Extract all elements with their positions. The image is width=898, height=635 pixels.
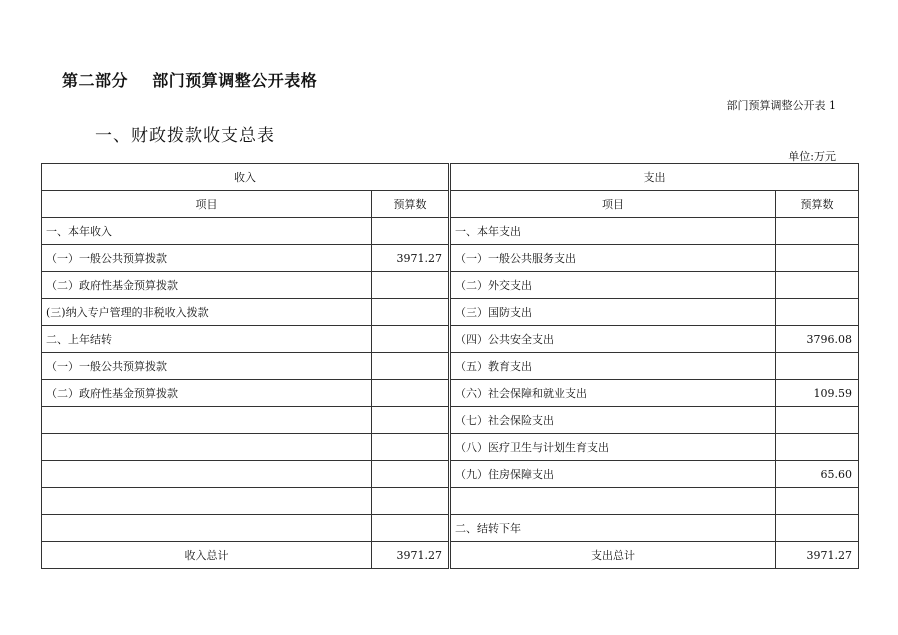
expense-item-cell: 二、结转下年 [451,515,776,542]
income-amount-cell [372,434,449,461]
expense-amount-header: 预算数 [776,191,859,218]
income-item-cell [42,461,372,488]
expense-amount-cell [776,218,859,245]
income-amount-cell [372,218,449,245]
income-amount-header: 预算数 [372,191,449,218]
table-number: 部门预算调整公开表 1 [726,99,836,112]
table-row [42,299,859,326]
table-row [42,434,859,461]
expense-amount-cell [776,407,859,434]
total-row [42,542,859,569]
table-row [42,272,859,299]
income-total-amount: 3971.27 [372,542,449,569]
income-amount-cell [372,380,449,407]
expense-total-amount: 3971.27 [776,542,859,569]
expense-item-cell: （三）国防支出 [451,299,776,326]
part-title: 第二部分 部门预算调整公开表格 [62,71,318,90]
income-item-cell [42,407,372,434]
income-amount-cell [372,326,449,353]
income-item-cell: （二）政府性基金预算拨款 [42,272,372,299]
income-total-label: 收入总计 [42,542,372,569]
income-item-cell: (三)纳入专户管理的非税收入拨款 [42,299,372,326]
expense-amount-cell: 3796.08 [776,326,859,353]
expense-item-cell: （五）教育支出 [451,353,776,380]
expense-item-cell: （九）住房保障支出 [451,461,776,488]
income-item-cell: （二）政府性基金预算拨款 [42,380,372,407]
income-item-header: 项目 [42,191,372,218]
income-item-cell: （一）一般公共预算拨款 [42,353,372,380]
income-amount-cell [372,515,449,542]
table-row [42,488,859,515]
expense-amount-cell [776,353,859,380]
expense-amount-cell [776,488,859,515]
expense-item-cell: （八）医疗卫生与计划生育支出 [451,434,776,461]
income-amount-cell [372,353,449,380]
income-amount-cell [372,299,449,326]
expense-item-cell: （二）外交支出 [451,272,776,299]
unit-label: 单位:万元 [788,150,836,163]
expense-item-cell: （六）社会保障和就业支出 [451,380,776,407]
expense-amount-cell [776,245,859,272]
section-header-row [42,164,859,191]
expense-amount-cell: 65.60 [776,461,859,488]
table-row [42,326,859,353]
expense-header: 支出 [451,164,859,191]
expense-item-header: 项目 [451,191,776,218]
table-row [42,380,859,407]
expense-amount-cell [776,299,859,326]
expense-item-cell: 一、本年支出 [451,218,776,245]
income-item-cell: （一）一般公共预算拨款 [42,245,372,272]
expense-amount-cell: 109.59 [776,380,859,407]
table-row [42,245,859,272]
income-item-cell: 二、上年结转 [42,326,372,353]
expense-amount-cell [776,272,859,299]
table-row [42,407,859,434]
table-row [42,461,859,488]
income-amount-cell: 3971.27 [372,245,449,272]
income-item-cell [42,434,372,461]
budget-table [41,163,859,569]
income-item-cell: 一、本年收入 [42,218,372,245]
income-amount-cell [372,272,449,299]
table-row [42,515,859,542]
expense-amount-cell [776,515,859,542]
expense-item-cell: （七）社会保险支出 [451,407,776,434]
income-amount-cell [372,488,449,515]
section-title: 一、财政拨款收支总表 [95,126,275,146]
income-amount-cell [372,407,449,434]
expense-item-cell: （四）公共安全支出 [451,326,776,353]
expense-item-cell: （一）一般公共服务支出 [451,245,776,272]
income-item-cell [42,515,372,542]
table-row [42,218,859,245]
income-item-cell [42,488,372,515]
column-header-row [42,191,859,218]
income-amount-cell [372,461,449,488]
expense-amount-cell [776,434,859,461]
income-header: 收入 [42,164,449,191]
expense-total-label: 支出总计 [451,542,776,569]
expense-item-cell [451,488,776,515]
table-row [42,353,859,380]
